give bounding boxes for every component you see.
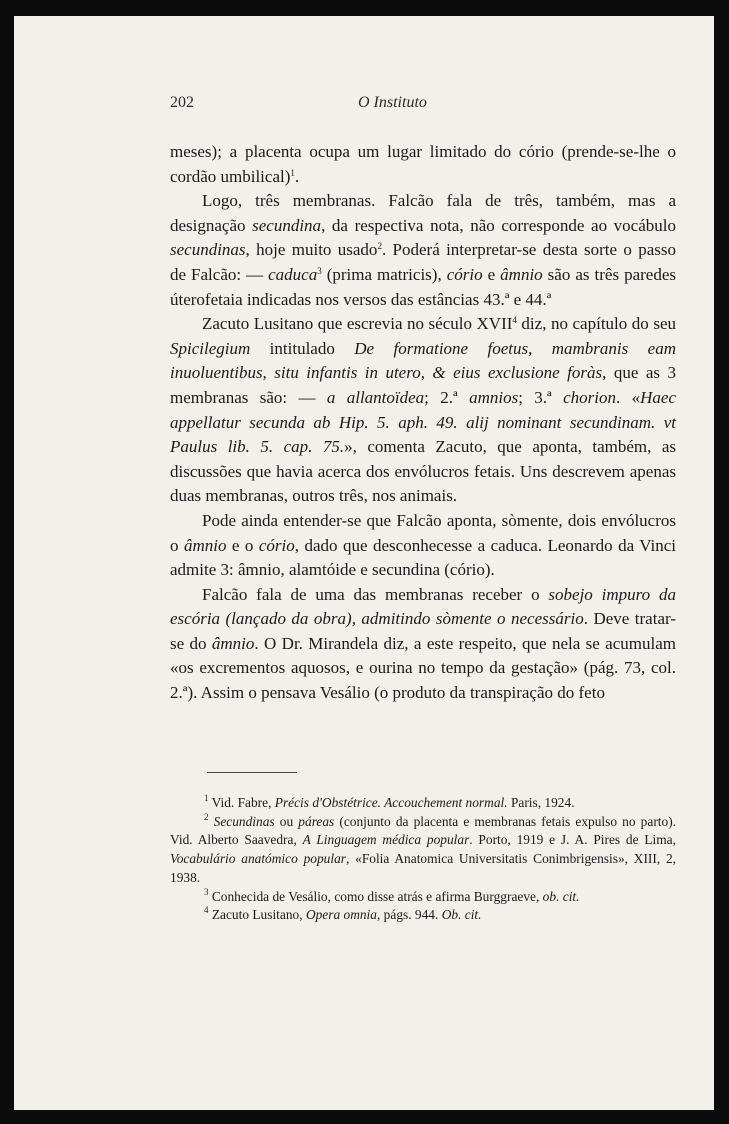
text: . O Dr. Mirandela diz, a este respeito, que nela se acumulam «os excrementos aquosos, e ourina no tempo da gestação» (pág. 73, col. 2.ª). Assim o pensava Vesálio (o produto da transpiração do feto bbox=[170, 633, 676, 703]
italic-quote: sobejo impuro da escória (lançado da obra), admitindo sòmente o necessário bbox=[170, 584, 676, 629]
footnote-number: 3 bbox=[204, 886, 209, 897]
footnote-number: 1 bbox=[204, 793, 209, 803]
italic-title: Précis d'Obstétrice. Accouchement normal. bbox=[274, 795, 508, 810]
page-number: 202 bbox=[170, 94, 194, 111]
text: Paris, 1924. bbox=[507, 795, 575, 810]
footnote-divider bbox=[207, 772, 297, 773]
text: Vid. Fabre, bbox=[208, 795, 275, 810]
footnote-ref-4: 4 bbox=[512, 315, 517, 326]
italic-term: amnios bbox=[469, 387, 519, 407]
text: , da respectiva nota, não corresponde ao vocábulo bbox=[321, 215, 676, 235]
text: intitulado bbox=[250, 338, 355, 358]
text: são as três paredes úterofetaia indicadas nos versos das estâncias 43.ª e 44.ª bbox=[170, 264, 676, 309]
footnote-1 bbox=[170, 794, 676, 813]
text: . Deve tratar-se do bbox=[170, 609, 676, 653]
text: Zacuto Lusitano, bbox=[208, 907, 306, 923]
running-title: O Instituto bbox=[358, 94, 427, 111]
text: diz, no capítulo do seu bbox=[516, 314, 676, 334]
italic-term: Ob. cit. bbox=[441, 907, 482, 923]
italic-term: Spicilegium bbox=[170, 338, 251, 358]
paragraph-5 bbox=[170, 583, 676, 706]
text: meses); a placenta ocupa um lugar limitado do cório (prende-se-lhe o cordão umbilical) bbox=[170, 142, 676, 186]
footnote-ref-1: 1 bbox=[290, 167, 295, 178]
text: . « bbox=[616, 387, 641, 407]
italic-term: cório bbox=[258, 535, 295, 555]
footnotes bbox=[170, 794, 676, 925]
text: (conjunto da placenta e membranas fetais expulso no parto). Vid. Alberto Saavedra, bbox=[170, 813, 676, 848]
text: ; 2.ª bbox=[424, 387, 470, 407]
text: Zacuto Lusitano que escrevia no século XVII bbox=[202, 314, 513, 334]
paragraph-2 bbox=[170, 189, 676, 312]
italic-quote: Haec appellatur secunda ab Hip. 5. aph. 49. alij nominant secundinam. vt Paulus lib. 5. cap. 75. bbox=[170, 387, 676, 457]
italic-term: âmnio bbox=[183, 535, 227, 555]
text: Falcão fala de uma das membranas receber o bbox=[202, 584, 549, 604]
book-page bbox=[14, 16, 714, 1110]
footnote-4 bbox=[170, 906, 676, 925]
italic-title: Opera omnia bbox=[305, 907, 377, 923]
text: . bbox=[294, 166, 300, 186]
italic-term: âmnio bbox=[211, 633, 255, 653]
text: ; 3.ª bbox=[518, 387, 564, 407]
italic-title: De formatione foetus, mambranis eam inuoluentibus, situ infantis in utero, & eius exclusione foràs bbox=[170, 338, 676, 383]
footnote-ref-3: 3 bbox=[317, 265, 322, 276]
italic-term: páreas bbox=[298, 813, 335, 829]
italic-term: âmnio bbox=[500, 264, 543, 284]
italic-term: caduca bbox=[268, 264, 318, 284]
italic-term: a allantoïdea bbox=[326, 387, 425, 407]
text: , «Folia Anatomica Universitatis Conimbrigensis», XIII, 2, 1938. bbox=[170, 851, 676, 885]
footnote-number: 4 bbox=[204, 905, 209, 916]
italic-term: Secundinas bbox=[213, 813, 275, 829]
text: , págs. 944. bbox=[376, 907, 442, 923]
body-text bbox=[170, 140, 676, 706]
paragraph-1 bbox=[170, 140, 676, 189]
footnote-number: 2 bbox=[204, 811, 209, 822]
text: ou bbox=[274, 813, 299, 829]
italic-term: cório bbox=[446, 264, 483, 284]
paragraph-4 bbox=[170, 509, 676, 583]
text: (prima matricis), bbox=[321, 264, 447, 284]
italic-term: chorion bbox=[563, 387, 616, 407]
italic-term: secundina bbox=[252, 215, 322, 235]
text: Conhecida de Vesálio, como disse atrás e afirma Burggraeve, bbox=[208, 888, 543, 904]
text: , dado que desconhecesse a caduca. Leonardo da Vinci admite 3: âmnio, alamtóide e secundina (cório). bbox=[170, 535, 677, 580]
text: , que as 3 membranas são: — bbox=[170, 363, 676, 407]
text: e o bbox=[226, 535, 259, 555]
italic-title: Vocabulário anatómico popular bbox=[170, 851, 346, 867]
text: Pode ainda entender-se que Falcão aponta, sòmente, dois envólucros o bbox=[170, 510, 676, 555]
footnote-3 bbox=[170, 888, 676, 907]
italic-term: ob. cit. bbox=[542, 888, 580, 904]
text: , hoje muito usado bbox=[245, 240, 378, 260]
footnote-2 bbox=[170, 813, 676, 888]
text: », comenta Zacuto, que aponta, também, as discussões que havia acerca dos envólucros fetais. Uns descrevem apenas duas membranas, outros três, nos animais. bbox=[170, 437, 677, 506]
paragraph-3 bbox=[170, 312, 676, 509]
text: . Poderá interpretar-se desta sorte o passo de Falcão: — bbox=[170, 240, 676, 284]
text: Logo, três membranas. Falcão fala de três, também, mas a designação bbox=[170, 191, 676, 235]
text: e bbox=[482, 264, 501, 284]
footnote-ref-2: 2 bbox=[377, 241, 382, 252]
italic-term: secundinas bbox=[170, 240, 246, 260]
italic-title: A Linguagem médica popular bbox=[302, 832, 470, 848]
text: . Porto, 1919 e J. A. Pires de Lima, bbox=[469, 832, 676, 848]
